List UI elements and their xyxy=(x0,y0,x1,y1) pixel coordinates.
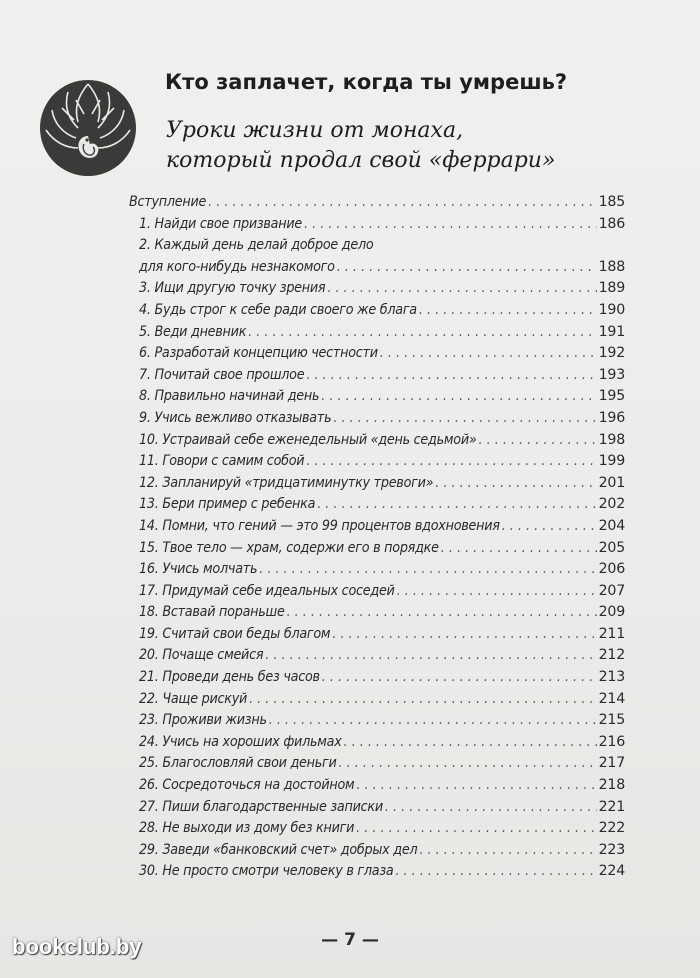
toc-entry xyxy=(129,365,625,387)
toc-leader-dots xyxy=(321,386,596,408)
toc-entry xyxy=(129,581,625,603)
toc-entry-page: 215 xyxy=(598,712,625,729)
toc-leader-dots xyxy=(356,775,596,797)
toc-leader-dots xyxy=(502,516,597,538)
toc-entry xyxy=(129,602,625,624)
toc-entry-title: Вступление xyxy=(129,194,207,210)
toc-leader-dots xyxy=(248,322,596,344)
toc-entry xyxy=(129,732,625,754)
toc-entry-page: 205 xyxy=(598,539,625,556)
toc-entry-page: 209 xyxy=(598,604,625,621)
toc-leader-dots xyxy=(306,451,596,473)
toc-entry xyxy=(129,494,625,516)
toc-entry-page: 218 xyxy=(598,777,625,794)
toc-entry-title: 4. Будь строг к себе ради своего же блага xyxy=(139,301,417,318)
toc-entry-page: 189 xyxy=(598,280,625,297)
toc-leader-dots xyxy=(269,710,597,732)
toc-entry-page: 211 xyxy=(598,625,625,642)
toc-entry xyxy=(129,278,625,300)
toc-leader-dots xyxy=(317,494,596,516)
toc-leader-dots xyxy=(332,624,596,646)
toc-entry xyxy=(129,473,625,495)
toc-entry-page: 186 xyxy=(598,215,625,232)
toc-entry-page: 190 xyxy=(598,301,625,318)
toc-entry-page: 214 xyxy=(598,690,625,707)
toc-leader-dots xyxy=(419,840,596,862)
toc-leader-dots xyxy=(333,408,596,430)
toc-entry xyxy=(129,300,625,322)
toc-entry-title: 30. Не просто смотри человеку в глаза xyxy=(139,863,394,880)
toc-entry-title: 20. Почаще смейся xyxy=(139,647,264,664)
toc-entry-page: 221 xyxy=(598,798,625,815)
toc-entry xyxy=(129,322,625,344)
toc-entry-page: 198 xyxy=(598,431,625,448)
toc-entry-title: 27. Пиши благодарственные записки xyxy=(139,798,383,815)
toc-entry-title: для кого-нибудь незнакомого xyxy=(139,258,335,275)
toc-entry-title: 25. Благословляй свои деньги xyxy=(139,755,337,772)
toc-entry xyxy=(129,775,625,797)
toc-entry-title: 11. Говори с самим собой xyxy=(139,453,305,470)
toc-leader-dots xyxy=(287,602,597,624)
table-of-contents xyxy=(129,192,625,883)
toc-leader-dots xyxy=(327,278,596,300)
watermark-text: bookclub.by xyxy=(12,934,142,959)
toc-leader-dots xyxy=(385,797,597,819)
toc-entry-page: 195 xyxy=(598,388,625,405)
subtitle-line-1: Уроки жизни от монаха, xyxy=(166,118,464,143)
toc-entry xyxy=(129,451,625,473)
toc-entry xyxy=(129,797,625,819)
toc-entry xyxy=(129,840,625,862)
toc-entry-title: 17. Придумай себе идеальных соседей xyxy=(139,582,395,599)
toc-entry-title: 8. Правильно начинай день xyxy=(139,388,320,405)
toc-entry-page: 201 xyxy=(598,474,625,491)
toc-entry-title: 29. Заведи «банковский счет» добрых дел xyxy=(139,841,418,858)
toc-entry-page: 188 xyxy=(598,258,625,275)
toc-entry xyxy=(129,516,625,538)
book-title: Кто заплачет, когда ты умрешь? xyxy=(165,70,568,94)
toc-leader-dots xyxy=(265,645,596,667)
toc-entry-title: 23. Проживи жизнь xyxy=(139,712,267,729)
toc-leader-dots xyxy=(322,667,597,689)
toc-entry-title: 3. Ищи другую точку зрения xyxy=(139,280,326,297)
toc-entry-title: 21. Проведи день без часов xyxy=(139,669,320,686)
toc-entry xyxy=(129,235,625,257)
toc-entry xyxy=(129,624,625,646)
toc-entry xyxy=(129,257,625,279)
toc-entry-title: 12. Запланируй «тридцатиминутку тревоги» xyxy=(139,474,434,491)
toc-entry xyxy=(129,861,625,883)
toc-entry xyxy=(129,710,625,732)
toc-entry-title: 26. Сосредоточься на достойном xyxy=(139,777,355,794)
toc-entry-page: 217 xyxy=(598,755,625,772)
toc-leader-dots xyxy=(249,689,597,711)
toc-entry-page: 212 xyxy=(598,647,625,664)
toc-entry-page: 204 xyxy=(598,517,625,534)
toc-entry-title: 24. Учись на хороших фильмах xyxy=(139,733,342,750)
toc-entry-page: 196 xyxy=(598,409,625,426)
subtitle-line-2: который продал свой «феррари» xyxy=(166,148,556,173)
toc-entry-page: 202 xyxy=(598,496,625,513)
toc-entry-page: 213 xyxy=(598,669,625,686)
toc-entry xyxy=(129,214,625,236)
toc-entry-title: 22. Чаще рискуй xyxy=(139,690,248,707)
toc-leader-dots xyxy=(339,753,597,775)
toc-entry-title: 1. Найди свое призвание xyxy=(139,215,302,232)
toc-entry xyxy=(129,408,625,430)
toc-entry-page: 207 xyxy=(598,582,625,599)
toc-leader-dots xyxy=(397,581,597,603)
toc-entry xyxy=(129,689,625,711)
toc-entry-page: 223 xyxy=(598,841,625,858)
toc-entry-page: 199 xyxy=(598,453,625,470)
toc-entry-title: 6. Разработай концепцию честности xyxy=(139,345,378,362)
swan-emblem-icon xyxy=(38,78,138,178)
toc-leader-dots xyxy=(419,300,597,322)
toc-entry-page: 193 xyxy=(598,366,625,383)
toc-entry xyxy=(129,645,625,667)
toc-entry-title: 15. Твое тело — храм, содержи его в порядке xyxy=(139,539,439,556)
toc-entry xyxy=(129,538,625,560)
toc-entry-title: 2. Каждый день делай доброе дело xyxy=(139,237,374,254)
book-subtitle xyxy=(166,116,686,176)
toc-entry-title: 14. Помни, что гений — это 99 процентов вдохновения xyxy=(139,517,500,534)
toc-leader-dots xyxy=(356,818,597,840)
toc-entry xyxy=(129,430,625,452)
toc-leader-dots xyxy=(435,473,596,495)
toc-leader-dots xyxy=(344,732,597,754)
toc-entry-page: 185 xyxy=(598,194,625,210)
toc-entry xyxy=(129,667,625,689)
toc-leader-dots xyxy=(304,214,597,236)
toc-entry xyxy=(129,818,625,840)
toc-entry xyxy=(129,753,625,775)
toc-entry-title: 10. Устраивай себе еженедельный «день седьмой» xyxy=(139,431,477,448)
toc-leader-dots xyxy=(337,257,597,279)
toc-entry-title: 16. Учись молчать xyxy=(139,561,258,578)
toc-entry-page: 192 xyxy=(598,345,625,362)
toc-leader-dots xyxy=(441,538,597,560)
toc-leader-dots xyxy=(479,430,597,452)
toc-entry-title: 28. Не выходи из дому без книги xyxy=(139,820,355,837)
toc-entry-title: 18. Вставай пораньше xyxy=(139,604,285,621)
toc-entry-title: 19. Считай свои беды благом xyxy=(139,625,331,642)
toc-entry-page: 216 xyxy=(598,733,625,750)
toc-entry-title: 9. Учись вежливо отказывать xyxy=(139,409,332,426)
toc-leader-dots xyxy=(395,861,596,883)
toc-leader-dots xyxy=(259,559,596,581)
toc-entry-page: 222 xyxy=(598,820,625,837)
toc-leader-dots xyxy=(380,343,597,365)
toc-entry xyxy=(129,386,625,408)
page-number: — 7 — xyxy=(321,930,379,950)
toc-entry xyxy=(129,192,625,214)
toc-entry-page: 224 xyxy=(598,863,625,880)
toc-entry-page: 206 xyxy=(598,561,625,578)
toc-leader-dots xyxy=(306,365,596,387)
toc-entry-title: 5. Веди дневник xyxy=(139,323,247,340)
toc-entry xyxy=(129,559,625,581)
toc-entry-title: 7. Почитай свое прошлое xyxy=(139,366,305,383)
toc-leader-dots xyxy=(208,192,597,214)
toc-entry-page: 191 xyxy=(598,323,625,340)
toc-entry-title: 13. Бери пример с ребенка xyxy=(139,496,316,513)
toc-entry xyxy=(129,343,625,365)
